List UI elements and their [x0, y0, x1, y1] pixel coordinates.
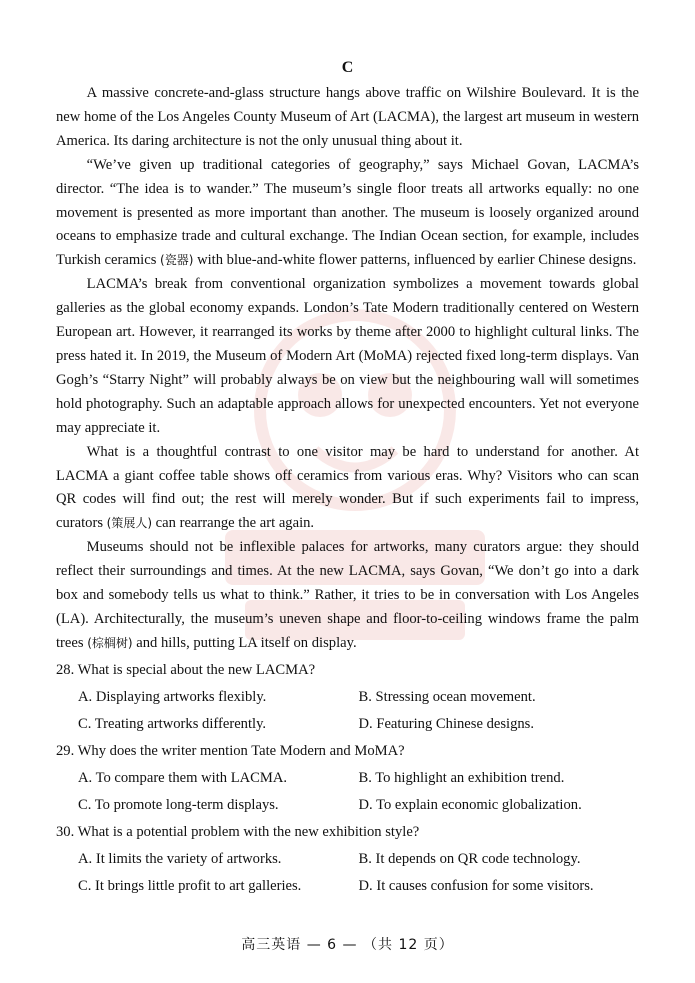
- answer-option[interactable]: D. To explain economic globalization.: [358, 796, 582, 813]
- chinese-gloss: (策展人): [106, 516, 153, 531]
- reading-passage: [56, 82, 639, 656]
- option-row: [78, 875, 639, 897]
- option-row: [78, 686, 639, 708]
- question-stem: 29. Why does the writer mention Tate Modern and MoMA?: [56, 742, 405, 759]
- answer-option[interactable]: B. It depends on QR code technology.: [358, 850, 581, 867]
- answer-option[interactable]: A. To compare them with LACMA.: [78, 769, 288, 786]
- answer-option[interactable]: C. To promote long-term displays.: [78, 796, 279, 813]
- question-stem: 30. What is a potential problem with the new exhibition style?: [56, 823, 420, 840]
- paragraph-text: can rearrange the art again.: [152, 515, 315, 532]
- option-row: [78, 848, 639, 870]
- paragraph-text: and hills, putting LA itself on display.: [132, 634, 357, 651]
- page-content: [56, 58, 639, 902]
- paragraph-4: [56, 441, 639, 537]
- paragraph-text: A massive concrete-and-glass structure hangs above traffic on Wilshire Boulevard. It is the new home of the Los Angeles County Museum of Art (LACMA), the largest art museum in western America. Its daring architecture is not the only unusual thing about it.: [56, 85, 639, 149]
- question-stem: 28. What is special about the new LACMA?: [56, 661, 316, 678]
- option-row: [78, 713, 639, 735]
- question-2: [56, 740, 639, 816]
- question-1: [56, 659, 639, 735]
- section-title: C: [341, 59, 354, 76]
- option-row: [78, 767, 639, 789]
- answer-option[interactable]: D. It causes confusion for some visitors.: [358, 877, 594, 894]
- answer-option[interactable]: B. Stressing ocean movement.: [358, 688, 536, 705]
- paragraph-1: [56, 82, 639, 154]
- paragraph-5: [56, 536, 639, 656]
- question-3: [56, 821, 639, 897]
- paragraph-2: [56, 154, 639, 274]
- page-footer: 高三英语 — 6 — （共 12 页）: [241, 937, 454, 953]
- question-list: [56, 659, 639, 897]
- paragraph-text: “We’ve given up traditional categories of geography,” says Michael Govan, LACMA’s director. “The idea is to wander.” The museum’s single floor treats all artworks equally: no one movement is presented as more important than another. The museum is loosely organized around oceans to emphasize trade and cultural exchange. The Indian Ocean section, for example, includes Turkish ceramics: [56, 156, 639, 269]
- chinese-gloss: (棕榈树): [87, 635, 133, 650]
- paragraph-text: What is a thoughtful contrast to one visitor may be hard to understand for another. At LACMA a giant coffee table shows off ceramics from various eras. Why? Visitors who can scan QR codes will find out; the rest will merely wonder. But if such experiments fail to impress, curators: [56, 443, 639, 532]
- answer-option[interactable]: D. Featuring Chinese designs.: [358, 715, 535, 732]
- answer-option[interactable]: C. It brings little profit to art galleries.: [78, 877, 302, 894]
- answer-option[interactable]: A. It limits the variety of artworks.: [78, 850, 282, 867]
- answer-option[interactable]: B. To highlight an exhibition trend.: [358, 769, 565, 786]
- answer-option[interactable]: C. Treating artworks differently.: [78, 715, 267, 732]
- answer-option[interactable]: A. Displaying artworks flexibly.: [78, 688, 267, 705]
- option-row: [78, 794, 639, 816]
- paragraph-text: Museums should not be inflexible palaces for artworks, many curators argue: they should reflect their surroundings and times. At the new LACMA, says Govan, “We don’t go into a dark box and somebody tells us what to think.” Rather, it tries to be in conversation with Los Angeles (LA). Architecturally, the museum’s uneven shape and floor-to-ceiling windows frame the palm trees: [56, 539, 639, 651]
- paragraph-3: [56, 273, 639, 440]
- paragraph-text: with blue-and-white flower patterns, influenced by earlier Chinese designs.: [193, 252, 637, 269]
- paragraph-text: LACMA’s break from conventional organization symbolizes a movement towards global galleries as the global economy expands. London’s Tate Modern traditionally centered on Western European art. However, it rearranged its works by theme after 2000 to highlight cultural links. The press hated it. In 2019, the Museum of Modern Art (MoMA) rejected fixed long-term displays. Van Gogh’s “Starry Night” will probably always be on view but the neighbouring wall will sometimes hold photography. Such an adaptable approach allows for unexpected encounters. Yet not everyone may appreciate it.: [56, 276, 639, 436]
- chinese-gloss: (瓷器): [160, 253, 194, 268]
